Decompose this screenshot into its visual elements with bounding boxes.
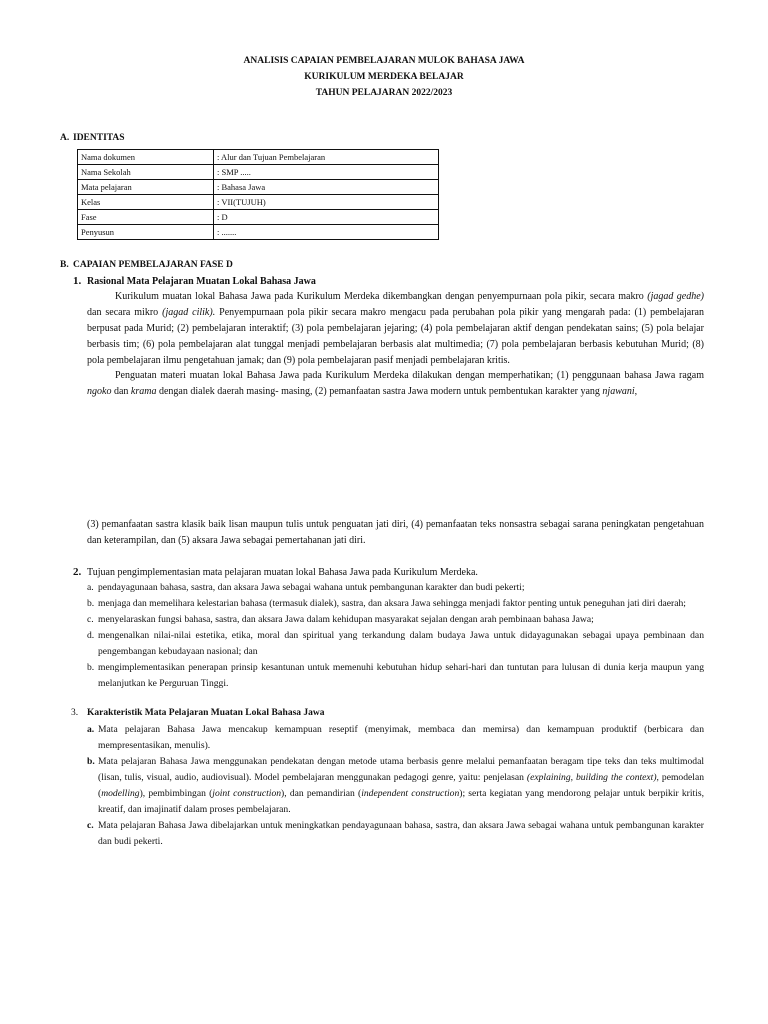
para1-term-jagad-gedhe: (jagad gedhe) [647,291,704,302]
identity-row [78,195,439,210]
section-b-marker: B. [60,260,69,270]
item-c-marker: c. [87,820,94,831]
section-a-title: IDENTITAS [73,133,125,143]
identity-row [78,180,439,195]
tujuan-item [87,580,704,596]
item-a-text: Mata pelajaran Bahasa Jawa mencakup kemampuan reseptif (menyimak, membaca dan memirsa) dan kemampuan produktif (berbicara dan mempresentasikan, menulis). [98,724,704,751]
item-a-marker: a. [87,724,95,735]
item-b-term-independent: independent construction [361,788,460,799]
karakteristik-list [87,722,704,850]
para2-text-b: dan [111,386,131,397]
title-line-2: KURIKULUM MERDEKA BELAJAR [304,72,464,82]
identity-row [78,150,439,165]
para2-term-ngoko: ngoko [87,386,112,397]
tujuan-item-marker: d. [87,630,95,641]
karakteristik-item-a [87,722,704,754]
tujuan-item [87,596,704,612]
rasional-paragraph-2 [87,368,704,400]
tujuan-item-marker: a. [87,582,94,593]
identity-table [77,149,439,240]
point-3-heading [71,706,325,721]
tujuan-item [87,660,704,692]
section-b-heading [60,258,233,273]
identity-value: : SMP ..... [214,165,439,180]
item-b-text-2: , pemodelan ( [98,772,704,799]
tujuan-item-text: pendayagunaan bahasa, sastra, dan aksara Jawa sebagai wahana untuk pembangunan karakter dan budi pekerti; [98,582,525,593]
title-line-1: ANALISIS CAPAIAN PEMBELAJARAN MULOK BAHASA JAWA [243,56,525,66]
tujuan-item-marker: b. [87,662,95,673]
para2-term-krama: krama [130,386,157,397]
karakteristik-item-b [87,754,704,818]
item-b-marker: b. [87,756,95,767]
item-b-term-joint: joint construction [212,788,282,799]
item-b-term-modelling: modelling [101,788,140,799]
para2-term-njawani: njawani [602,386,635,397]
tujuan-item-text: mengenalkan nilai-nilai estetika, etika, moral dan spiritual yang terkandung dalam budaya Jawa untuk didayagunakan sebagai upaya pembinaan dan pengembangan kebudayaan nasional; dan [98,630,704,657]
tujuan-item-text: mengimplementasikan penerapan prinsip kesantunan untuk memenuhi kebutuhan hidup sehari-hari dan tuntutan para lulusan di dunia kerja maupun yang melanjutkan ke Perguruan Tinggi. [98,662,704,689]
tujuan-list [87,580,704,692]
identity-value: : Bahasa Jawa [214,180,439,195]
point-2-heading [73,564,478,581]
point-1-title: Rasional Mata Pelajaran Muatan Lokal Bahasa Jawa [87,276,316,287]
identity-row [78,165,439,180]
tujuan-item-text: menyelaraskan fungsi bahasa, sastra, dan aksara Jawa dalam kehidupan masyarakat sejalan dengan arah pembinaan bahasa Jawa; [98,614,594,625]
para2-text-a: Penguatan materi muatan lokal Bahasa Jawa pada Kurikulum Merdeka dilakukan dengan memperhatikan; (1) penggunaan bahasa Jawa ragam [115,370,704,381]
section-a-heading [60,131,125,146]
point-2-number: 2. [73,566,82,578]
point-3-number: 3. [71,708,79,718]
item-b-text-3: ), pembimbingan ( [139,788,213,799]
item-b-text-4: ), dan pemandirian ( [281,788,362,799]
identity-label: Fase [78,210,214,225]
tujuan-item [87,628,704,660]
identity-label: Nama Sekolah [78,165,214,180]
item-b-text-1: Mata pelajaran Bahasa Jawa menggunakan pendekatan dengan metode utama berbasis genre melalui pemanfaatan beragam tipe teks dan teks multimodal (lisan, tulis, visual, audio, audiovisual). Model pembelajaran menggunakan pedagogi genre, yaitu: penjelasan [98,756,704,783]
identity-value: : D [214,210,439,225]
para2-text-c: dengan dialek daerah masing- masing, (2) pemanfaatan sastra Jawa modern untuk pembentukan karakter yang [156,386,603,397]
identity-label: Penyusun [78,225,214,240]
identity-value: : Alur dan Tujuan Pembelajaran [214,150,439,165]
section-a-marker: A. [60,133,70,143]
identity-label: Nama dokumen [78,150,214,165]
title-line-3: TAHUN PELAJARAN 2022/2023 [315,88,453,98]
point-3-title: Karakteristik Mata Pelajaran Muatan Lokal Bahasa Jawa [87,708,325,718]
rasional-paragraph-1 [87,289,704,369]
tujuan-item-text: menjaga dan memelihara kelestarian bahasa (termasuk dialek), sastra, dan aksara Jawa sehingga menjadi faktor penting untuk peneguhan jati diri daerah; [98,598,686,609]
identity-label: Kelas [78,195,214,210]
para1-term-jagad-cilik: (jagad cilik). [162,307,216,318]
tujuan-item-marker: c. [87,614,94,625]
tujuan-item-marker: b. [87,598,95,609]
para2-text-d: , [634,386,638,397]
para1-text-c: Penyempurnaan pola pikir secara makro mengacu pada perubahan pola pikir yang mengarah pada: (1) pembelajaran berpusat pada Murid; (2) pembelajaran interaktif; (3) pola pembelajaran jejaring; (4) pola pembelajaran aktif dengan pendekatan sains; (5) pola belajar berbasis tim; (6) pola pembelajaran alat tunggal menjadi pembelajaran berbasis alat multimedia; (7) pola pembelajaran berbasis kebutuhan Murid; (8) pola pembelajaran ilmu pengetahuan jamak; dan (9) pola pembelajaran pasif menjadi pembelajaran kritis. [87,307,704,366]
identity-value: : ....... [214,225,439,240]
point-1-number: 1. [73,275,82,287]
point-2-title: Tujuan pengimplementasian mata pelajaran muatan lokal Bahasa Jawa pada Kurikulum Merdeka. [87,567,478,578]
document-title [0,53,768,101]
karakteristik-item-c [87,818,704,850]
identity-row [78,225,439,240]
identity-value: : VII(TUJUH) [214,195,439,210]
point-1-heading [73,273,316,290]
item-c-text: Mata pelajaran Bahasa Jawa dibelajarkan untuk meningkatkan pendayagunaan bahasa, sastra, dan aksara Jawa sebagai wahana untuk pembangunan karakter dan budi pekerti. [98,820,704,847]
para1-text-a: Kurikulum muatan lokal Bahasa Jawa pada Kurikulum Merdeka dikembangkan dengan penyempurnaan pola pikir, secara makro [115,291,648,302]
tujuan-item [87,612,704,628]
identity-row [78,210,439,225]
section-b-title: CAPAIAN PEMBELAJARAN FASE D [73,260,233,270]
para3-text: (3) pemanfaatan sastra klasik baik lisan maupun tulis untuk penguatan jati diri, (4) pemanfaatan teks nonsastra sebagai sarana peningkatan pengetahuan dan keterampilan, dan (5) aksara Jawa sebagai pemertahanan jati diri. [87,519,704,546]
item-b-text-5: ); serta kegiatan yang mendorong pelajar untuk berpikir kritis, kreatif, dan imajinatif dalam proses pembelajaran. [98,788,704,815]
item-b-term-explaining: (explaining, building the context) [526,772,657,783]
para1-text-b: dan secara mikro [87,307,163,318]
identity-label: Mata pelajaran [78,180,214,195]
rasional-paragraph-3 [87,517,704,549]
